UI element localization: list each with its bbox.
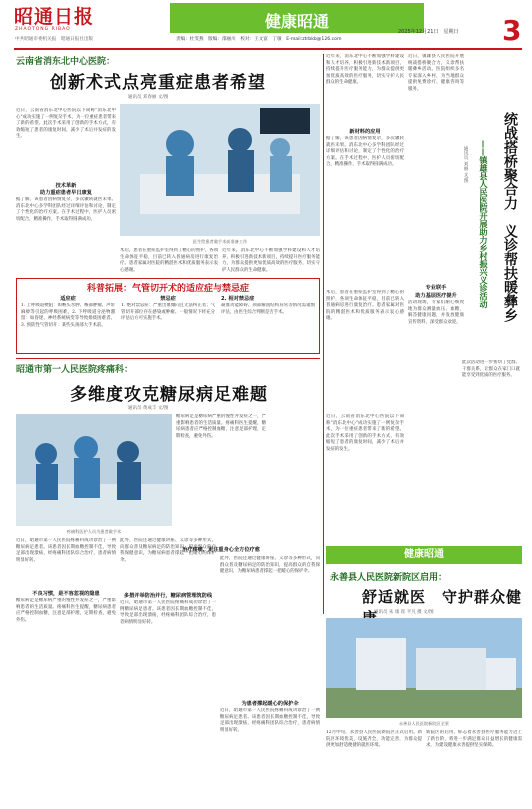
article1-kicker: 云南省消东北中心医院： — [16, 57, 116, 67]
article2-paragraph: 近日，昭通市第一人民医院疼痛科成功诊治了一例糖尿病足患者。该患者因长期血糖控制不佳，导致足部出现溃疡，经疼痛科团队综合治疗，患者病情明显好转。 — [16, 538, 116, 563]
article3-paragraph: 此次活动进一步密切了党群、干群关系，让群众在家门口就能享受到优质的医疗服务。 — [462, 360, 520, 378]
medical-team-photo-icon — [16, 414, 172, 526]
article3-paragraph: 活动现场，专家们耐心细致地为群众测量血压、血糖，解答健康问题，并发放健康宣传资料，深受群众欢迎。 — [408, 300, 464, 325]
masthead-pinyin: ZHAOTONG RIBAO — [15, 27, 71, 32]
column-divider — [323, 54, 324, 614]
science-box-contra-head: 禁忌症 — [160, 296, 176, 302]
article2-headline: 多维度攻克糖尿病足难题 — [70, 385, 268, 405]
article1-byline: 通讯员 邓春丽 文/图 — [128, 95, 169, 100]
article1-paragraph: 近年来，消东北中心不断加强学科建设和人才培养，积极引进新技术新项目，持续提升医疗服务能力，为群众提供更加优质高效的医疗服务，切实守护人民群众的生命健康。 — [222, 248, 320, 273]
article2-paragraph: 近日，昭通市第一人民医院疼痛科成功诊治了一例糖尿病足患者。该患者因长期血糖控制不佳，导致足部出现溃疡，经疼痛科团队综合治疗，患者病情明显好转。 — [220, 708, 320, 733]
article2-kicker: 昭通市第一人民医院疼痛科： — [16, 365, 134, 375]
article2-paragraph: 此外，医院还通过健康讲座、义诊等多种形式，向群众普及糖尿病足的防治知识，提高群众的自我保健意识，为糖尿病患者撑起一把暖心的保护伞。 — [120, 538, 216, 563]
header-rule — [14, 48, 522, 50]
article4-byline: 通讯员 朱 康 崔 平凡 摄 文/图 — [374, 610, 434, 615]
science-box-indication-text: 1. 上呼吸道梗阻：如喉头水肿、喉部肿瘤、声带麻痹等引起的呼吸困难。2. 下呼吸道分泌物潴留：如昏迷、神经系统病变等导致排痰困难者。3. 预防性气管切开：某些头颈部大手术前。 — [21, 303, 115, 328]
article2-paragraph: 糖尿病足是糖尿病严重的慢性并发症之一，严重影响患者的生活质量。疼痛科医生提醒，糖尿病患者应严格控制血糖，注意足部护理，定期检查，避免外伤。 — [176, 414, 266, 439]
article1-continued: 据了解，该患者因病情复杂，多次辗转就医未果。消东北中心多学科团队经过详细评估和讨论，制定了个性化的治疗方案。在手术过程中，医护人员密切配合，精准操作，手术取得圆满成功。 — [326, 136, 404, 167]
article4-paragraph: 新院区的启用，标志着永善县医疗服务能力迈上了新台阶，将进一步满足群众日益增长的健康需求，为建设健康永善提供坚实保障。 — [426, 730, 522, 748]
article1-paragraph: 术后，患者在重症监护室得到了精心的照护，各项生命体征平稳，目前已转入普通病房进行康复治疗。患者家属对医院的精湛医术和优质服务表示衷心感谢。 — [120, 248, 218, 273]
article3-subhead-2: 助力基层医疗提升 — [415, 293, 457, 299]
article1-continued: 近年来，消东北中心不断加强学科建设和人才培养，积极引进新技术新项目，持续提升医疗服务能力，为群众提供更加优质高效的医疗服务，切实守护人民群众的生命健康。 — [326, 54, 404, 85]
article4-paragraph: 12月中旬，永善县人民医院新院区正式启用。新院区环境优美，设施齐全，功能完善，为群众提供更加舒适便捷的就医环境。 — [326, 730, 422, 748]
article2-photo — [16, 414, 172, 526]
surgery-photo-icon — [120, 104, 320, 236]
article3-byline: 通讯员 刘丽 文/图 — [463, 146, 468, 183]
article2-paragraph: 此外，医院还通过健康讲座、义诊等多种形式，向群众普及糖尿病足的防治知识，提高群众的自我保健意识，为糖尿病患者撑起一把暖心的保护伞。 — [220, 556, 320, 574]
science-box-contra-text: 1. 绝对禁忌症：严重出血倾向且无法纠正者；气管切开部位存在感染或肿瘤。一般情况下经充分评估后方可实施手术。 — [121, 303, 215, 321]
article4-photo — [326, 618, 522, 718]
divider — [16, 358, 320, 359]
article2-paragraph: 糖尿病足是糖尿病严重的慢性并发症之一，严重影响患者的生活质量。疼痛科医生提醒，糖尿病患者应严格控制血糖，注意足部护理，定期检查，避免外伤。 — [16, 598, 116, 623]
article4-banner: 健康昭通 — [326, 546, 522, 564]
date-line: 2025年12月21日 星期日 — [398, 29, 459, 35]
section-title: 健康昭通 — [264, 12, 329, 31]
article3-headline: 统战搭桥聚合力 义诊帮扶暖彝乡 — [502, 112, 518, 322]
article1-subhead: 技术革新 — [55, 183, 77, 189]
page-number: 3 — [502, 14, 522, 47]
science-box-relative-text: 凝血功能障碍、颈部解剖结构异常等情况需谨慎评估，由医生综合判断是否手术。 — [221, 303, 315, 315]
article1-paragraph: 据了解，该患者因病情复杂，多次辗转就医未果。消东北中心多学科团队经过详细评估和讨论，制定了个性化的治疗方案。在手术过程中，医护人员密切配合，精准操作，手术取得圆满成功。 — [16, 197, 116, 222]
section-banner — [170, 3, 424, 33]
hospital-campus-photo-icon — [326, 618, 522, 718]
article4-caption: 永善县人民医院新院区全景 — [398, 721, 450, 726]
article2-subhead: 不良习惯，是不容忽视的隐患 — [32, 591, 100, 597]
science-box — [16, 278, 320, 354]
science-box-title: 科普拓展：气管切开术的适应症与禁忌症 — [86, 284, 249, 294]
article1-subhead-material: 新材料的应用 — [349, 129, 381, 135]
article2-subhead: 治疗疼痛，更注重身心全方位疗愈 — [182, 547, 260, 553]
article3-paragraph: 近日，镇雄县人民医院开展统战搭桥聚合力，义诊帮扶暖彝乡活动。医院组织多名专家深入乡村，为当地群众提供免费诊疗、健康咨询等服务。 — [408, 54, 464, 92]
article2-subhead: 多措并举防治并行，糖尿病管理筑防线 — [123, 593, 213, 599]
article1-photo — [120, 104, 320, 236]
article3-subhead: ——镇雄县人民医院开展助力乡村振兴义诊活动 — [479, 140, 488, 308]
masthead-title: 昭通日报 — [14, 6, 95, 28]
article3-subhead-1: 专业联手 — [425, 285, 447, 291]
article1-subhead-2: 助力重症患者早日康复 — [40, 190, 92, 196]
article2-byline: 通讯员 黄成丰 文/图 — [128, 406, 169, 411]
article4-kicker: 永善县人民医院新院区启用： — [330, 573, 448, 583]
article2-subhead: 为患者撑起暖心的保护伞 — [241, 701, 299, 707]
article2-caption: 疼痛科医护人员为患者做手术 — [66, 529, 122, 534]
article1-continued: 近日，云南省消东北中心医院以下简称"消东北中心"成功实施了一例复杂手术，为一位重症患者带来了新的希望。此次手术采用了创新的手术方式，有效缩短了患者的康复时间，减少了术后并发症的发生。 — [326, 414, 404, 452]
article4-headline: 舒适就医 守护群众健 — [362, 588, 523, 606]
science-box-indication-head: 适应症 — [60, 296, 76, 302]
masthead-subtitle: 中共昭通市委机关报 昭通日报社出版 — [15, 37, 94, 42]
article2-paragraph: 近日，昭通市第一人民医院疼痛科成功诊治了一例糖尿病足患者。该患者因长期血糖控制不佳，导致足部出现溃疡，经疼痛科团队综合治疗，患者病情明显好转。 — [120, 600, 216, 625]
science-box-relative-head: 2. 相对禁忌症 — [221, 296, 255, 302]
article1-paragraph: 近日，云南省消东北中心医院以下简称"消东北中心"成功实施了一例复杂手术，为一位重症患者带来了新的希望。此次手术采用了创新的手术方式，有效缩短了患者的康复时间，减少了术后并发症的发生。 — [16, 108, 116, 139]
article1-caption: 医生给患者做手术前准备工作 — [192, 239, 248, 244]
article1-continued: 术后，患者在重症监护室得到了精心的照护，各项生命体征平稳，目前已转入普通病房进行康复治疗。患者家属对医院的精湛医术和优质服务表示衷心感谢。 — [326, 290, 404, 321]
article1-headline: 创新术式点亮重症患者希望 — [50, 73, 266, 93]
editor-line: 责编：杜雯燕 版编：邵丽川 校对：王文富 丁敏 E-mail:ztrbkb@126.com — [176, 37, 342, 42]
